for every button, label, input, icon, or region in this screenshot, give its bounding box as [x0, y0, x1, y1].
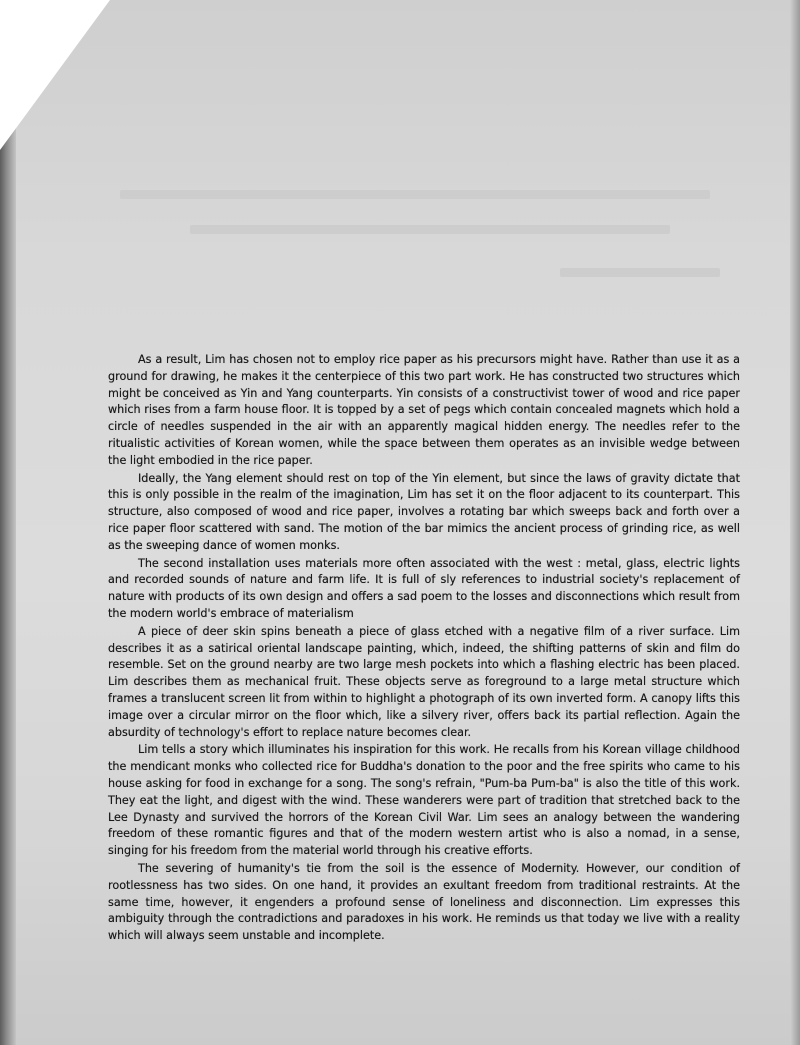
paragraph: Ideally, the Yang element should rest on top of the Yin element, but since the laws of gravity dictate that this is only possible in the realm of the imagination, Lim has set it on the floor adjacent to its counterpart. This structure, also composed of wood and rice paper, involves a rotating bar which sweeps back and forth over a rice paper floor scattered with sand. The motion of the bar mimics the ancient process of grinding rice, as well as the sweeping dance of women monks. — [108, 471, 740, 552]
paragraph: A piece of deer skin spins beneath a piece of glass etched with a negative film of a river surface. Lim describes it as a satirical oriental landscape painting, which, indeed, the shifting patterns of skin and film do resemble. Set on the ground nearby are two large mesh pockets into which a flashing electric has been placed. Lim describes them as mechanical fruit. These objects serve as foreground to a large metal structure which frames a translucent screen lit from within to highlight a photograph of its own inverted form. A canopy lifts this image over a circular mirror on the floor which, like a silvery river, offers back its partial reflection. Again the absurdity of technology's effort to replace nature becomes clear. — [108, 624, 740, 739]
folded-corner — [0, 0, 110, 150]
paragraph: As a result, Lim has chosen not to employ rice paper as his precursors might have. Rather than use it as a ground for drawing, he makes it the centerpiece of this two part work. He has constructed two structures which might be conceived as Yin and Yang counterparts. Yin consists of a constructivist tower of wood and rice paper which rises from a farm house floor. It is topped by a set of pegs which contain concealed magnets which hold a circle of needles suspended in the air with an apparently magical hidden energy. The needles refer to the ritualistic activities of Korean women, while the space between them operates as an invisible wedge between the light embodied in the rice paper. — [108, 353, 740, 467]
bleed-through-line — [120, 190, 710, 199]
bleed-through-line — [190, 225, 670, 234]
paragraph: The severing of humanity's tie from the soil is the essence of Modernity. However, our condition of rootlessness has two sides. On one hand, it provides an exultant freedom from traditional restraints. At the same time, however, it engenders a profound sense of loneliness and disconnection. Lim expresses this ambiguity through the contradictions and paradoxes in his work. He reminds us that today we live with a reality which will always seem unstable and incomplete. — [108, 861, 740, 943]
paragraph: Lim tells a story which illuminates his inspiration for this work. He recalls from his Korean village childhood the mendicant monks who collected rice for Buddha's donation to the poor and the free spirits who came to his house asking for food in exchange for a song. The song's refrain, "Pum-ba Pum-ba" is also the title of this work. They eat the light, and digest with the wind. These wanderers were part of tradition that stretched back to the Lee Dynasty and survived the horrors of the Korean Civil War. Lim sees an analogy between the wandering freedom of these romantic figures and that of the modern western artist who is also a nomad, in a sense, singing for his freedom from the material world through his creative efforts. — [108, 743, 740, 858]
scan-left-edge — [0, 0, 16, 1045]
article-body — [108, 352, 740, 946]
scan-right-edge — [790, 0, 800, 1045]
paragraph: The second installation uses materials more often associated with the west : metal, glass, electric lights and recorded sounds of nature and farm life. It is full of sly references to industrial society's replacement of nature with products of its own design and offers a sad poem to the losses and disconnections which result from the modern world's embrace of materialism — [108, 556, 740, 620]
bleed-through-heading — [300, 128, 550, 152]
bleed-through-line — [560, 268, 720, 277]
